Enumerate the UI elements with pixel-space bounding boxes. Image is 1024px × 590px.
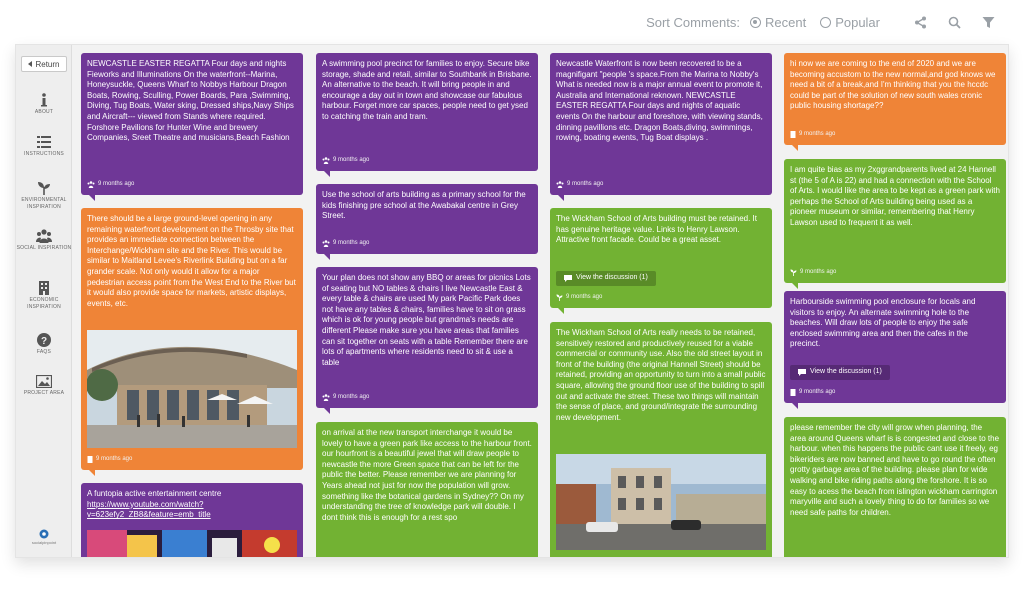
comment-card[interactable] [784, 53, 1006, 145]
comment-text: The Wickham School of Arts really needs to be retained, sensitively restored and productively reused for a viable commercial or community use. Also the old street layout in front of the building (the original Hannell Street) should be retained, providing an opportunity to turn into a small public square, allowing the ground floor use of the building to spill out and activate the street. These two things will maintain the sense of place, and ground/integrate the surrounding new development. [556, 328, 766, 422]
return-label: Return [35, 59, 60, 69]
comment-wall-frame [15, 44, 1009, 558]
sidebar-item-about[interactable] [16, 93, 72, 116]
comment-text: on arrival at the new transport interchange it would be lovely to have a green park like access to the harbour front. our hourfront is a beautiful jewel that will draw people to newcastle the more Green space that can be left for the public the better. Please remember we are planning for Years ahead not just for now the population will grow. something like the botanical gardens in Sydney?? On my understanding the tree of knowledge park will double. I dont think this is enough for a rest spo [322, 428, 532, 522]
comment-photo-pavilion [87, 330, 297, 448]
sort-recent-radio[interactable] [750, 15, 806, 30]
people-icon [36, 229, 52, 243]
comment-card[interactable] [550, 53, 772, 195]
building-icon [790, 389, 796, 396]
comment-meta [790, 267, 836, 278]
list-icon [37, 135, 51, 149]
radio-unselected-icon [820, 17, 831, 28]
comment-card[interactable] [550, 322, 772, 558]
people-icon [322, 157, 330, 164]
view-discussion-label: View the discussion (1) [810, 368, 882, 376]
comment-meta [556, 292, 602, 303]
building-icon [790, 131, 796, 138]
comment-text: There should be a large ground-level opening in any remaining waterfront development on the Throsby site that provides an immediate connection between the Interchange/Wickham site and the River. This would be similar to Maitland Levee's Riverlink Building but on a far grander scale. Not only would it allow for a major pedestrian access point from the West End to the River but it would also provide space for markets, artistic displays, events, etc. [87, 214, 296, 308]
comment-text: Use the school of arts building as a primary school for the kids finishing pre school at the Awabakal centre in Grey Street. [322, 190, 526, 221]
comment-time: 9 months ago [333, 240, 370, 247]
sidebar-item-economic[interactable] [16, 281, 72, 311]
comment-text: The Wickham School of Arts building must be retained. It has genuine heritage value. Links to Henry Lawson. Attractive front facade. Could be a great asset. [556, 214, 757, 245]
comment-time: 9 months ago [799, 389, 836, 396]
comment-time: 9 months ago [98, 181, 135, 188]
comment-time: 9 months ago [333, 157, 370, 164]
people-icon [322, 240, 330, 247]
comment-time: 9 months ago [566, 294, 603, 301]
top-bar [0, 0, 1024, 44]
speech-bubble-icon [564, 275, 572, 282]
comment-text: I am quite bias as my 2xggrandparents lived at 24 Hannell st (the 5 of A is 22) and had a connection with the School of Arts. I would like the area to be kept as a green park with perhaps the School of Arts building being used as a pioneer museum or similar, remembering that Henry Lawson used to frequent it as well. [790, 165, 1000, 227]
comment-text: Your plan does not show any BBQ or areas for picnics Lots of seating but NO tables & chairs I live Newcastle East & every table & chairs are used My park Pacific Park does not have any tables & chairs, families have to sit on grass which is ok for young people but grandma's needs are different Please make sure you have areas that families can sit together on seats with a table Remember there are lots of apartments where residents need to sit & use a table [322, 273, 531, 367]
sidebar-item-label: ECONOMIC INSPIRATION [27, 297, 61, 310]
comment-text: A funtopia active entertainment centre [87, 489, 222, 498]
view-discussion-button[interactable] [556, 271, 656, 286]
share-icon[interactable] [912, 14, 928, 30]
sidebar-item-faqs[interactable] [16, 333, 72, 356]
sidebar-item-label: INSTRUCTIONS [24, 151, 64, 157]
comment-photo-funtopia [87, 530, 297, 558]
comment-card[interactable] [81, 53, 303, 195]
sprout-icon [790, 269, 797, 276]
comment-card[interactable] [784, 417, 1006, 558]
speech-bubble-icon [798, 369, 806, 376]
people-icon [322, 394, 330, 401]
comment-text: hi now we are coming to the end of 2020 and we are becoming accustom to the new normal,and god knows we need a bit of a break,and I'm thinking that you the hccdc could be part of the solution of new south wales cronic public housing shortage?? [790, 59, 996, 111]
comment-meta [87, 179, 134, 190]
comment-text: Harbourside swimming pool enclosure for locals and visitors to enjoy. An alternate swimming hole to the beaches. Will draw lots of people to enjoy the safe enclosed swimming area and then the cafes in the precinct. [790, 297, 976, 349]
sidebar-item-label: ABOUT [34, 109, 54, 115]
sort-popular-radio[interactable] [820, 15, 880, 30]
back-arrow-icon [28, 61, 32, 67]
question-icon [37, 333, 51, 347]
sort-label: Sort Comments: [646, 14, 740, 30]
filter-icon[interactable] [980, 14, 996, 30]
comment-meta [322, 392, 369, 403]
comment-card[interactable] [81, 208, 303, 470]
radio-selected-icon [750, 17, 761, 28]
comment-meta [87, 454, 132, 465]
search-icon[interactable] [946, 14, 962, 30]
comment-photo-school-of-arts [556, 454, 766, 550]
brand-name: socialpinpoint [31, 540, 57, 545]
comment-card[interactable] [784, 291, 1006, 403]
sidebar [16, 45, 72, 557]
comment-text: Newcastle Waterfront is now been recovered to be a magnifigant "people 's space.From the Marina to Nobby's What is needed now is a major annual event to promote it, Australia and International reknown. NEWCASTLE EASTER REGATTA Four days and nights of aquatic events On the harbour and foreshore, with viewing stands, dinning pavillions etc. Dragon Boats,diving, swimmings, rowing, boating events, Tug Boat displays . [556, 59, 763, 143]
people-icon [87, 181, 95, 188]
sidebar-item-environmental[interactable] [16, 181, 72, 211]
pinpoint-logo-icon [39, 529, 49, 539]
comment-card[interactable] [316, 267, 538, 408]
sidebar-item-label: FAQS [36, 349, 52, 355]
people-icon [556, 181, 564, 188]
youtube-link[interactable]: https://www.youtube.com/watch?v=623efy2_ZB8&feature=emb_title [87, 499, 211, 520]
sort-popular-label: Popular [835, 14, 880, 30]
comment-text: please remember the city will grow when planning, the area around Queens wharf is is congested and close to the harbour. when this happens the public cant use it freely, eg bikeriders are now banned and have to go round the often grotty garbage area of the building. please plan for wide walking and bike riding paths along the forshore. It is so easy to acess the beach from islington wickham carrington maryville and such a lovely thing to do for families so we need safe paths for children. [790, 423, 1000, 517]
comment-meta [556, 179, 603, 190]
sidebar-item-label: SOCIAL INSPIRATION [16, 245, 72, 251]
return-button[interactable] [21, 56, 67, 72]
sidebar-item-label: PROJECT AREA [23, 390, 65, 396]
sprout-icon [556, 294, 563, 301]
sidebar-item-instructions[interactable] [16, 135, 72, 158]
sidebar-item-project-area[interactable] [16, 375, 72, 397]
comment-time: 9 months ago [800, 269, 837, 276]
brand-logo [26, 529, 62, 545]
building-icon [38, 281, 50, 295]
view-discussion-label: View the discussion (1) [576, 274, 648, 282]
comment-time: 9 months ago [333, 394, 370, 401]
view-discussion-button[interactable] [790, 365, 890, 380]
comment-time: 9 months ago [96, 456, 133, 463]
info-icon [38, 93, 50, 107]
sidebar-item-label: ENVIRONMENTAL INSPIRATION [21, 197, 67, 210]
comment-meta [322, 155, 369, 166]
sprout-icon [37, 181, 51, 195]
svg-text:?: ? [40, 336, 48, 347]
comment-card[interactable] [316, 184, 538, 254]
comment-card[interactable] [784, 159, 1006, 283]
comment-meta [790, 129, 835, 140]
comment-card[interactable] [316, 422, 538, 558]
comment-meta [790, 387, 835, 398]
comment-card[interactable] [316, 53, 538, 171]
comment-time: 9 months ago [567, 181, 604, 188]
comment-card[interactable] [81, 483, 303, 558]
image-icon [36, 375, 52, 388]
comment-meta [322, 238, 369, 249]
sort-recent-label: Recent [764, 14, 807, 30]
comment-card[interactable] [550, 208, 772, 308]
building-icon [87, 456, 93, 463]
comment-text: NEWCASTLE EASTER REGATTA Four days and nights Fieworks and Illuminations On the waterfront--Marina, Honeysuckle, Queens Wharf to Nobbys Harbour Dragon Boats, Rowing, Sculling, Power Boards, Para ,Swimming, Diving, Tug Boats, Water sking, Dressed ships,Navy Ships and Aircraft--- viewed from Stands where required. Forshore Pavilions for Hunter Wine and brewery Companies, Sreet Theatre and musicians,Beach Fashion [87, 59, 294, 143]
comment-text: A swimming pool precinct for families to enjoy. Secure bike storage, shade and retail, similar to Southbank in Brisbane. An alternative to the beach. It will bring people in and encourage a day out in town and showcase our fabulous harbour. Forget more car spaces, people need to get ysed to catching the train and tram. [322, 59, 532, 121]
sidebar-item-social[interactable] [16, 229, 72, 252]
comment-time: 9 months ago [799, 131, 836, 138]
